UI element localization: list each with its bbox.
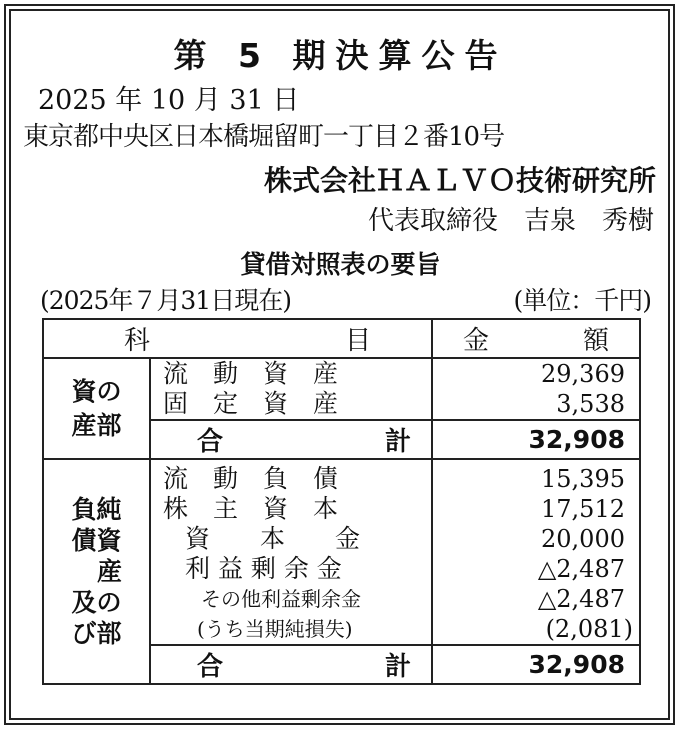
liabilities-amounts [432,459,640,645]
liabilities-category-line: び部 [71,619,122,648]
liabilities-category [43,459,150,684]
assets-section [43,358,640,420]
assets-amounts [432,358,640,420]
header-amount-b: 額 [582,326,609,356]
liabilities-category-line: 産 [96,557,122,586]
liability-item-amount: (2,081) [545,615,633,643]
liabilities-category-line: 及の [71,588,122,617]
unit-label: (単位：千円) [513,286,651,315]
liability-item-amount: 15,395 [541,465,625,493]
header-account [43,319,432,358]
assets-category-line: 産部 [71,410,122,440]
liabilities-total-label-b: 計 [384,652,411,682]
notice-title: 第 5 期決算公告 [173,36,508,75]
assets-category [43,358,150,459]
header-amount [432,319,640,358]
liability-item-label: 資 本 金 [185,524,361,553]
asset-item-label: 固 定 資 産 [163,389,339,418]
liabilities-items [150,459,432,645]
asset-item-amount: 29,369 [541,360,625,388]
asset-item-amount: 3,538 [556,390,625,418]
liabilities-section [43,459,640,645]
assets-total-label-b: 計 [384,427,411,457]
liability-item-label: 利 益 剰 余 金 [185,554,342,583]
assets-category-line: 資の [71,376,122,406]
liabilities-total-amount: 32,908 [432,645,640,684]
header-amount-a: 金 [463,326,490,356]
liabilities-category-line: 負純 [71,495,122,524]
liability-item-amount: 20,000 [541,525,625,553]
liability-item-label: その他利益剰余金 [201,587,361,611]
assets-total-label-a: 合 [197,427,224,457]
table-header-row [43,319,640,358]
liability-item-label: 流 動 負 債 [163,464,339,493]
representative: 代表取締役 吉泉 秀樹 [367,206,654,236]
company-name: 株式会社ＨＡＬＶＯ技術研究所 [263,164,656,197]
assets-total-label [150,420,432,459]
company-address: 東京都中央区日本橋堀留町一丁目２番10号 [23,122,505,152]
balance-sheet-table [42,318,641,685]
asset-item-label: 流 動 資 産 [163,359,339,388]
liabilities-total-label-a: 合 [197,652,224,682]
assets-total-amount: 32,908 [432,420,640,459]
header-account-b: 目 [344,326,371,356]
liability-item-label: (うち当期純損失) [197,617,353,641]
balance-sheet-title: 貸借対照表の要旨 [240,250,441,279]
liability-item-amount: 17,512 [541,495,625,523]
liabilities-total-label [150,645,432,684]
assets-items [150,358,432,420]
notice-date: 2025 年 10 月 31 日 [38,85,300,116]
header-account-a: 科 [124,326,151,356]
basis-date: (2025年７月31日現在) [40,286,291,315]
liability-item-amount: △2,487 [537,555,625,583]
liability-item-label: 株 主 資 本 [163,494,339,523]
liabilities-category-line: 債資 [71,526,122,555]
liability-item-amount: △2,487 [537,585,625,613]
